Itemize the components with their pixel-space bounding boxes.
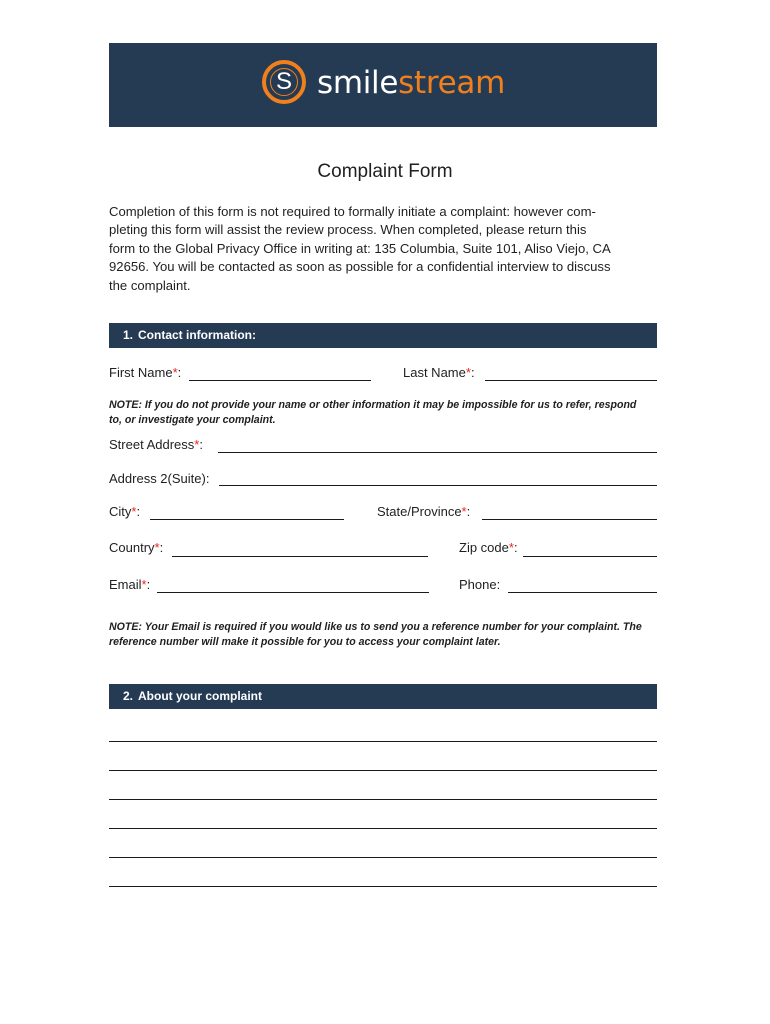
country-label: Country*:	[109, 540, 164, 555]
zip-label: Zip code*:	[459, 540, 518, 555]
section-contact-header	[109, 323, 657, 348]
email-label: Email*:	[109, 577, 151, 592]
page-title: Complaint Form	[317, 161, 453, 182]
complaint-line[interactable]	[109, 857, 657, 858]
section-title: About your complaint	[138, 689, 262, 703]
note-line: NOTE: If you do not provide your name or other information it may be impossible for us to refer, respond	[109, 399, 637, 411]
section-complaint-header	[109, 684, 657, 709]
complaint-line[interactable]	[109, 741, 657, 742]
intro-paragraph	[109, 203, 659, 295]
address2-field[interactable]	[219, 485, 657, 486]
first-name-field[interactable]	[189, 380, 371, 381]
last-name-label: Last Name*:	[403, 365, 475, 380]
logo-text-smile: smile	[317, 65, 399, 101]
logo-icon	[262, 60, 306, 104]
address2-label: Address 2(Suite):	[109, 471, 210, 486]
intro-line: form to the Global Privacy Office in writing at: 135 Columbia, Suite 101, Aliso Viejo, CA	[109, 240, 611, 256]
phone-field[interactable]	[508, 592, 657, 593]
intro-line: 92656. You will be contacted as soon as possible for a confidential interview to discuss	[109, 259, 611, 275]
zip-field[interactable]	[523, 556, 657, 557]
logo-letter: S	[270, 68, 298, 96]
note-line: NOTE: Your Email is required if you would like us to send you a reference number for your complaint. The	[109, 621, 642, 633]
city-label: City*:	[109, 504, 141, 519]
state-field[interactable]	[482, 519, 657, 520]
logo-text-stream: stream	[398, 65, 505, 101]
note-line: to, or investigate your complaint.	[109, 414, 276, 426]
section-title: Contact information:	[138, 328, 256, 342]
last-name-field[interactable]	[485, 380, 657, 381]
logo-wordmark	[317, 63, 505, 103]
street-address-field[interactable]	[218, 452, 657, 453]
complaint-line[interactable]	[109, 770, 657, 771]
note-email-info	[109, 620, 659, 650]
intro-line: Completion of this form is not required to formally initiate a complaint: however com-	[109, 204, 596, 219]
country-field[interactable]	[172, 556, 428, 557]
intro-line: pleting this form will assist the review process. When completed, please return this	[109, 222, 587, 238]
header-banner	[109, 43, 657, 127]
section-number: 2.	[123, 689, 134, 703]
state-label: State/Province*:	[377, 504, 471, 519]
phone-label: Phone:	[459, 577, 501, 592]
intro-line: the complaint.	[109, 277, 191, 293]
note-line: reference number will make it possible for you to access your complaint later.	[109, 636, 501, 648]
note-name-info	[109, 398, 659, 428]
first-name-label: First Name*:	[109, 365, 182, 380]
city-field[interactable]	[150, 519, 344, 520]
complaint-line[interactable]	[109, 828, 657, 829]
complaint-line[interactable]	[109, 886, 657, 887]
complaint-line[interactable]	[109, 799, 657, 800]
street-address-label: Street Address*:	[109, 437, 203, 452]
section-number: 1.	[123, 328, 134, 342]
email-field[interactable]	[157, 592, 429, 593]
